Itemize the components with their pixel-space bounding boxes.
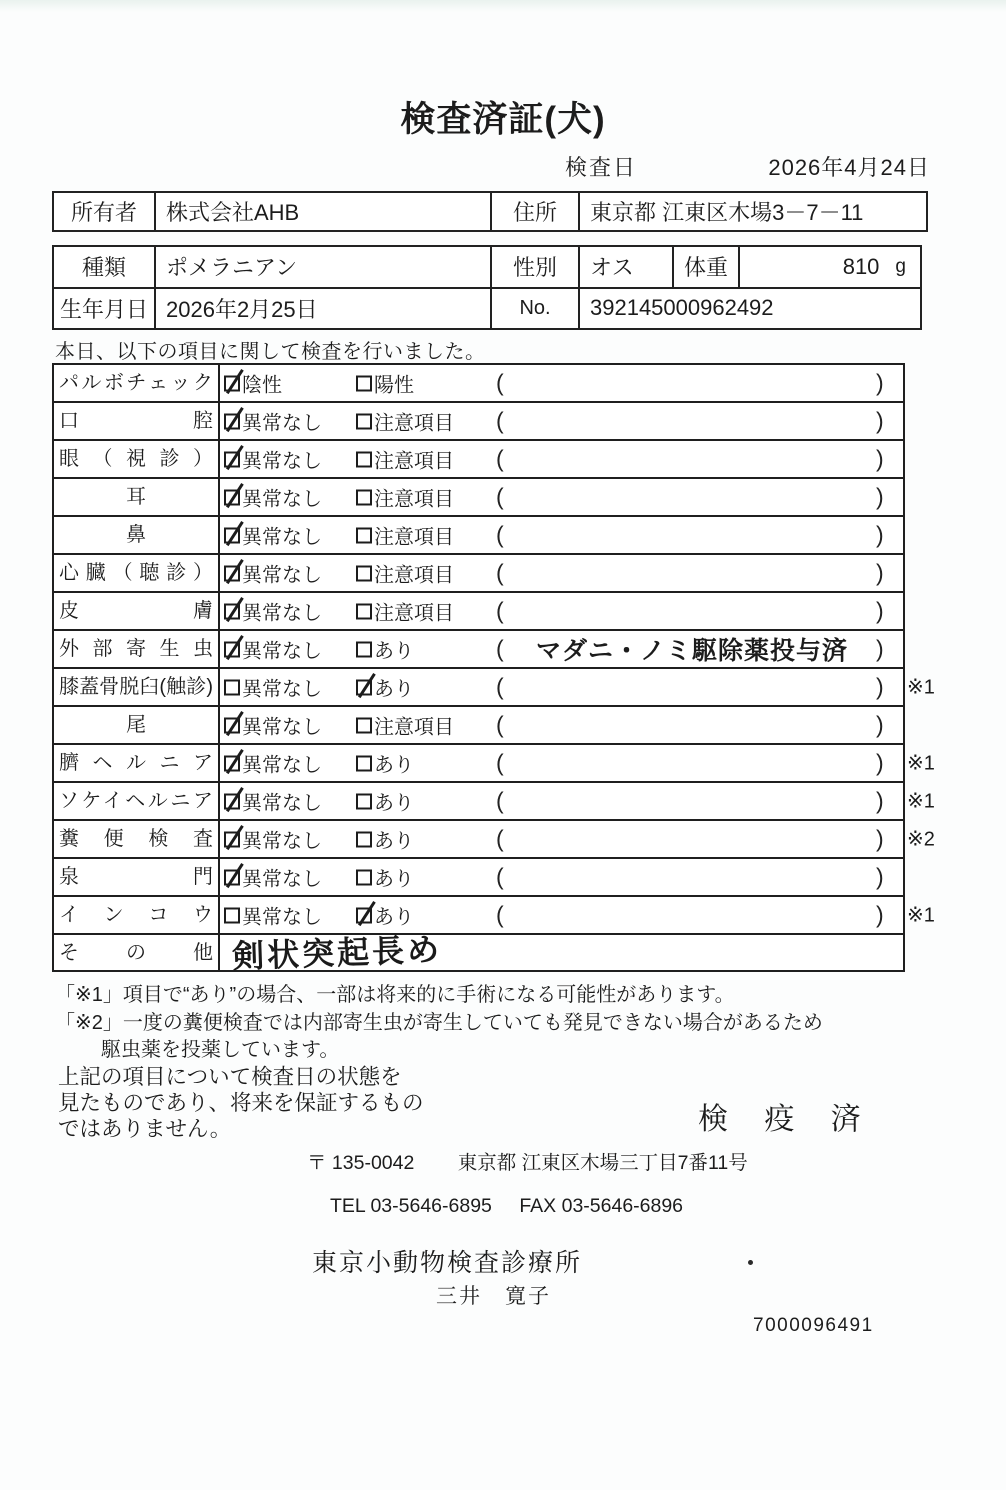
breed-value: ポメラニアン — [154, 247, 490, 287]
owner-table — [52, 191, 928, 232]
exam-item-content — [220, 745, 903, 781]
option-1-label: 異常なし — [242, 906, 322, 929]
paren-open: ( — [496, 559, 504, 586]
option-2-label: あり — [374, 830, 414, 853]
option-1 — [224, 787, 322, 816]
paren-close: ) — [876, 825, 884, 852]
sex-label: 性別 — [490, 247, 578, 287]
option-1 — [224, 825, 322, 854]
exam-date-value: 2026年4月24日 — [768, 155, 930, 180]
checkmark-icon — [226, 711, 243, 736]
paren-open: ( — [496, 521, 504, 548]
exam-item-label: その他 — [54, 935, 220, 971]
paren-open: ( — [496, 711, 504, 738]
exam-item-label: 皮膚 — [54, 593, 220, 629]
option-1-label: 異常なし — [242, 830, 322, 853]
exam-item-label: 眼（視診） — [54, 441, 220, 477]
weight-unit: g — [895, 255, 906, 277]
owner-value: 株式会社AHB — [154, 193, 490, 230]
weight-value: 810 — [842, 253, 880, 279]
vet-name: 三井 寛子 — [436, 1285, 551, 1308]
option-1-label: 異常なし — [242, 640, 322, 663]
checkmark-icon — [226, 369, 243, 394]
exam-item-content — [220, 479, 903, 515]
checkbox-icon — [356, 907, 372, 923]
paren-open: ( — [496, 483, 504, 510]
exam-item-content — [220, 931, 903, 975]
exam-table-row — [54, 401, 903, 439]
checkbox-icon — [356, 565, 372, 581]
option-2-label: あり — [374, 754, 414, 777]
option-2 — [356, 711, 454, 740]
footnotes — [55, 982, 823, 1065]
checkbox-icon — [224, 489, 240, 505]
owner-row — [54, 193, 926, 230]
weight-cell — [738, 247, 920, 287]
paren-close: ) — [876, 521, 884, 548]
animal-info-table — [52, 245, 922, 330]
exam-item-label: 糞便検査 — [54, 821, 220, 857]
footnote-marker: ※1 — [907, 790, 935, 813]
checkmark-icon — [226, 749, 243, 774]
paren-open: ( — [496, 635, 504, 662]
option-2-label: 注意項目 — [374, 488, 454, 511]
paren-close: ) — [876, 445, 884, 472]
disclaimer-line: ではありません。 — [58, 1117, 232, 1141]
breed-row — [54, 247, 920, 287]
exam-date-label: 検査日 — [565, 155, 638, 180]
checkbox-icon — [224, 755, 240, 771]
clinic-postal-line — [307, 1147, 748, 1175]
exam-table-row — [54, 819, 935, 857]
weight-label: 体重 — [672, 247, 738, 287]
option-1 — [224, 407, 322, 436]
checkbox-icon — [356, 489, 372, 505]
clinic-address: 東京都 江東区木場三丁目7番11号 — [457, 1152, 748, 1174]
exam-item-content — [220, 365, 903, 401]
exam-item-content — [220, 707, 903, 743]
option-1 — [224, 597, 322, 626]
checkmark-icon — [358, 901, 375, 926]
exam-table-row — [54, 477, 903, 515]
option-2-label: あり — [374, 906, 414, 929]
checkmark-icon — [226, 445, 243, 470]
exam-table-row — [54, 515, 903, 553]
checkbox-icon — [356, 603, 372, 619]
paren-open: ( — [496, 369, 504, 396]
option-2 — [356, 825, 414, 854]
option-2-label: あり — [374, 868, 414, 891]
checkbox-icon — [356, 375, 372, 391]
checkbox-icon — [356, 755, 372, 771]
exam-item-label: 耳 — [54, 479, 220, 515]
exam-item-content — [220, 403, 903, 439]
birth-value: 2026年2月25日 — [154, 289, 490, 329]
clinic-tel: TEL 03-5646-6895 — [330, 1195, 492, 1217]
checkbox-icon — [356, 679, 372, 695]
option-2 — [356, 445, 454, 474]
exam-item-content — [220, 593, 903, 629]
checkbox-icon — [224, 413, 240, 429]
exam-table — [52, 363, 935, 975]
exam-item-label: 臍ヘルニア — [54, 745, 220, 781]
option-2 — [356, 787, 414, 816]
address-value: 東京都 江東区木場3－7－11 — [578, 193, 926, 230]
exam-table-row — [54, 931, 903, 975]
checkmark-icon — [226, 559, 243, 584]
remark-text: マダニ・ノミ駆除薬投与済 — [535, 637, 848, 665]
option-2 — [356, 863, 414, 892]
paren-close: ) — [876, 787, 884, 814]
exam-table-row — [54, 667, 935, 705]
exam-table-row — [54, 591, 903, 629]
exam-item-label: 口腔 — [54, 403, 220, 439]
option-1 — [224, 901, 322, 930]
checkbox-icon — [356, 717, 372, 733]
footnote-line: 「※1」項目で“あり”の場合、一部は将来的に手術になる可能性があります。 — [55, 984, 735, 1006]
paren-close: ) — [876, 673, 884, 700]
checkbox-icon — [224, 679, 240, 695]
exam-item-label: インコウ — [54, 897, 220, 933]
checkbox-icon — [224, 869, 240, 885]
exam-item-label: 膝蓋骨脱臼(触診) — [54, 669, 220, 705]
option-1-label: 異常なし — [242, 526, 322, 549]
checkmark-icon — [226, 521, 243, 546]
checkmark-icon — [226, 787, 243, 812]
scan-artifact — [0, 0, 1006, 12]
option-1 — [224, 369, 282, 398]
checkbox-icon — [224, 451, 240, 467]
paren-close: ) — [876, 407, 884, 434]
owner-label: 所有者 — [70, 200, 137, 225]
option-2-label: 注意項目 — [374, 602, 454, 625]
exam-table-row — [54, 781, 935, 819]
birth-row — [54, 287, 920, 329]
exam-item-content — [220, 783, 903, 819]
option-1-label: 異常なし — [242, 754, 322, 777]
option-2-label: 注意項目 — [374, 450, 454, 473]
checkbox-icon — [224, 793, 240, 809]
exam-item-content — [220, 859, 903, 895]
checkbox-icon — [224, 603, 240, 619]
breed-label: 種類 — [81, 255, 126, 281]
quarantine-stamp: 検 疫 済 — [698, 1103, 875, 1136]
paren-close: ) — [876, 369, 884, 396]
exam-item-content — [220, 441, 903, 477]
option-1-label: 異常なし — [242, 564, 322, 587]
paren-open: ( — [496, 597, 504, 624]
no-label: No. — [490, 289, 578, 329]
option-2 — [356, 749, 414, 778]
checkbox-icon — [356, 793, 372, 809]
option-1-label: 異常なし — [242, 412, 322, 435]
serial-number: 7000096491 — [753, 1315, 874, 1336]
intro-text: 本日、以下の項目に関して検査を行いました。 — [55, 341, 486, 363]
exam-item-label: 泉門 — [54, 859, 220, 895]
exam-table-row — [54, 743, 935, 781]
option-2 — [356, 483, 454, 512]
option-2 — [356, 407, 454, 436]
exam-table-row — [54, 365, 903, 401]
footnote-marker: ※1 — [907, 752, 935, 775]
exam-table-row — [54, 439, 903, 477]
exam-item-content — [220, 631, 903, 667]
checkmark-icon — [226, 825, 243, 850]
exam-table-row — [54, 629, 903, 667]
option-1-label: 異常なし — [242, 450, 322, 473]
paren-close: ) — [876, 901, 884, 928]
exam-table-row — [54, 705, 903, 743]
disclaimer-line: 上記の項目について検査日の状態を — [58, 1065, 402, 1089]
footnote-line: 駆虫薬を投薬しています。 — [101, 1039, 340, 1061]
exam-item-label: ソケイヘルニア — [54, 783, 220, 819]
option-2 — [356, 369, 414, 398]
paren-close: ) — [876, 597, 884, 624]
paren-open: ( — [496, 749, 504, 776]
checkbox-icon — [224, 527, 240, 543]
clinic-postal-code: 〒 135-0042 — [307, 1152, 415, 1174]
option-2-label: あり — [374, 792, 414, 815]
option-1 — [224, 711, 322, 740]
checkbox-icon — [356, 869, 372, 885]
exam-item-content — [220, 555, 903, 591]
exam-item-label: 心臓（聴診） — [54, 555, 220, 591]
checkbox-icon — [224, 831, 240, 847]
checkbox-icon — [224, 717, 240, 733]
birth-label: 生年月日 — [59, 296, 148, 322]
footnote-marker: ※2 — [907, 828, 935, 851]
option-1 — [224, 521, 322, 550]
paren-open: ( — [496, 787, 504, 814]
checkbox-icon — [224, 907, 240, 923]
option-1-label: 異常なし — [242, 792, 322, 815]
exam-item-content — [220, 669, 903, 705]
exam-item-label: パルボチェック — [54, 365, 220, 401]
checkmark-icon — [226, 635, 243, 660]
checkmark-icon — [226, 863, 243, 888]
option-2-label: あり — [374, 678, 414, 701]
checkbox-icon — [356, 527, 372, 543]
checkbox-icon — [356, 641, 372, 657]
option-2 — [356, 559, 454, 588]
sex-value: オス — [578, 247, 672, 287]
exam-item-content — [220, 821, 903, 857]
option-1 — [224, 559, 322, 588]
option-1 — [224, 863, 322, 892]
option-1 — [224, 445, 322, 474]
disclaimer-line: 見たものであり、将来を保証するもの — [58, 1091, 424, 1115]
option-2 — [356, 635, 414, 664]
exam-table-row — [54, 553, 903, 591]
exam-table-row — [54, 857, 903, 895]
option-1-label: 異常なし — [242, 488, 322, 511]
option-1 — [224, 635, 322, 664]
option-1 — [224, 749, 322, 778]
option-1-label: 異常なし — [242, 716, 322, 739]
paren-close: ) — [876, 863, 884, 890]
exam-item-label: 尾 — [54, 707, 220, 743]
checkbox-icon — [356, 451, 372, 467]
checkbox-icon — [356, 413, 372, 429]
checkbox-icon — [224, 375, 240, 391]
paren-open: ( — [496, 407, 504, 434]
address-label: 住所 — [490, 193, 578, 230]
ink-dot — [748, 1260, 753, 1265]
clinic-name: 東京小動物検査診療所 — [312, 1249, 583, 1277]
option-2-label: 注意項目 — [374, 564, 454, 587]
document-title: 検査済証(犬) — [400, 100, 606, 139]
clinic-fax: FAX 03-5646-6896 — [519, 1195, 684, 1217]
option-1-label: 陰性 — [242, 374, 282, 397]
disclaimer — [58, 1064, 424, 1142]
exam-item-label: 鼻 — [54, 517, 220, 553]
checkmark-icon — [226, 407, 243, 432]
option-1-label: 異常なし — [242, 868, 322, 891]
exam-item-label: 外部寄生虫 — [54, 631, 220, 667]
exam-item-content — [220, 517, 903, 553]
paren-open: ( — [496, 825, 504, 852]
option-1-label: 異常なし — [242, 602, 322, 625]
option-2-label: 陽性 — [374, 374, 414, 397]
option-1 — [224, 483, 322, 512]
checkbox-icon — [356, 831, 372, 847]
option-2 — [356, 673, 414, 702]
clinic-tel-line — [330, 1195, 683, 1218]
no-value: 392145000962492 — [578, 289, 920, 329]
option-2-label: 注意項目 — [374, 412, 454, 435]
option-2-label: 注意項目 — [374, 526, 454, 549]
option-2-label: あり — [374, 640, 414, 663]
option-2 — [356, 521, 454, 550]
option-2-label: 注意項目 — [374, 716, 454, 739]
paren-open: ( — [496, 445, 504, 472]
checkmark-icon — [358, 673, 375, 698]
footnote-line: 「※2」一度の糞便検査では内部寄生虫が寄生していても発見できない場合があるため — [55, 1011, 823, 1034]
footnote-marker: ※1 — [907, 904, 935, 927]
handwritten-note: 剣状突起長め — [231, 931, 443, 975]
checkbox-icon — [224, 565, 240, 581]
paren-close: ) — [876, 635, 884, 662]
checkbox-icon — [224, 641, 240, 657]
paren-close: ) — [876, 749, 884, 776]
paren-open: ( — [496, 673, 504, 700]
paren-close: ) — [876, 559, 884, 586]
checkmark-icon — [226, 597, 243, 622]
option-2 — [356, 597, 454, 626]
paren-open: ( — [496, 901, 504, 928]
option-1-label: 異常なし — [242, 678, 322, 701]
footnote-marker: ※1 — [907, 676, 935, 699]
exam-table-row — [54, 895, 935, 933]
paren-close: ) — [876, 711, 884, 738]
option-1 — [224, 673, 322, 702]
paren-close: ) — [876, 483, 884, 510]
paren-open: ( — [496, 863, 504, 890]
checkmark-icon — [226, 483, 243, 508]
